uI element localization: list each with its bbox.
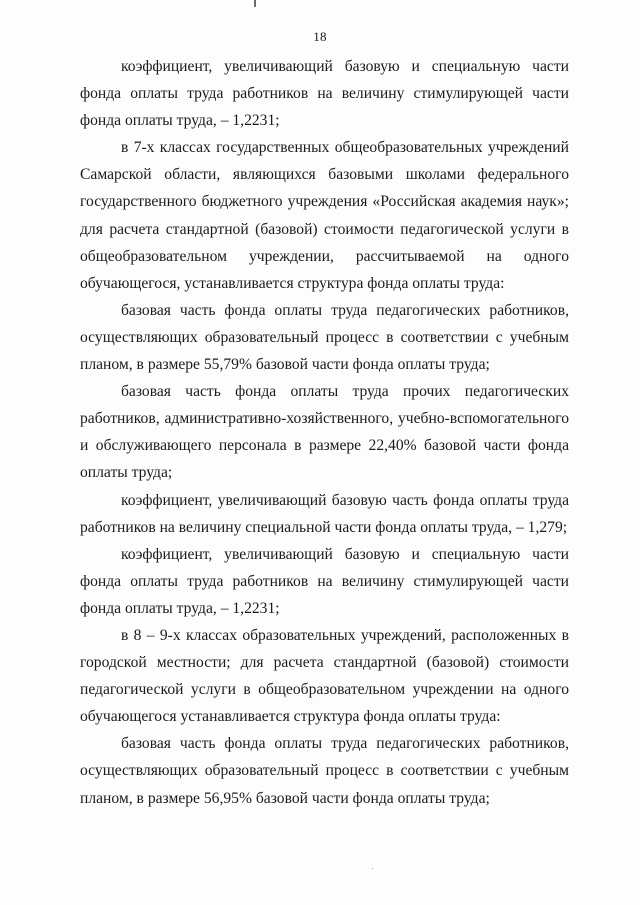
document-body bbox=[80, 53, 569, 812]
paragraph-base-part-other-staff: базовая часть фонда оплаты труда прочих педагогических работников, административно-хозяйственного, учебно-вспомогательного и обслуживающего персонала в размере 22,40% базовой части фонда оплаты труда; bbox=[80, 383, 569, 482]
paragraph-base-part-teachers: базовая часть фонда оплаты труда педагогических работников, осуществляющих образовательный процесс в соответствии с учебным планом, в размере 55,79% базовой части фонда оплаты труда; bbox=[80, 301, 569, 374]
page-number: 18 bbox=[313, 29, 327, 44]
scan-speck bbox=[372, 868, 373, 869]
paragraph-grade-8-9-structure: в 8 – 9-х классах образовательных учреждений, расположенных в городской местности; для расчета стандартной (базовой) стоимости педагогической услуги в общеобразовательном учреждении на одного обучающегося устанавливается структура фонда оплаты труда: bbox=[80, 626, 569, 726]
paragraph-base-part-teachers-grade-8-9: базовая часть фонда оплаты труда педагогических работников, осуществляющих образовательный процесс в соответствии с учебным планом, в размере 56,95% базовой части фонда оплаты труда; bbox=[80, 735, 569, 807]
paragraph-coefficient-stimulating: коэффициент, увеличивающий базовую и специальную части фонда оплаты труда работников на величину стимулирующей части фонда оплаты труда, – 1,2231; bbox=[80, 58, 569, 130]
paragraph-grade-7-structure: в 7-х классах государственных общеобразовательных учреждений Самарской области, являющихся базовыми школами федерального государственного бюджетного учреждения «Российская академия наук»; для расчета стандартной (базовой) стоимости педагогической услуги в общеобразовательном учреждении, рассчитываемой на одного обучающегося, устанавливается структура фонда оплаты труда: bbox=[80, 139, 569, 292]
scan-mark bbox=[254, 0, 256, 7]
paragraph-coefficient-stimulating-repeat: коэффициент, увеличивающий базовую и специальную части фонда оплаты труда работников на величину стимулирующей части фонда оплаты труда, – 1,2231; bbox=[80, 545, 569, 617]
paragraph-coefficient-special: коэффициент, увеличивающий базовую часть фонда оплаты труда работников на величину специальной части фонда оплаты труда, – 1,279; bbox=[80, 491, 569, 536]
